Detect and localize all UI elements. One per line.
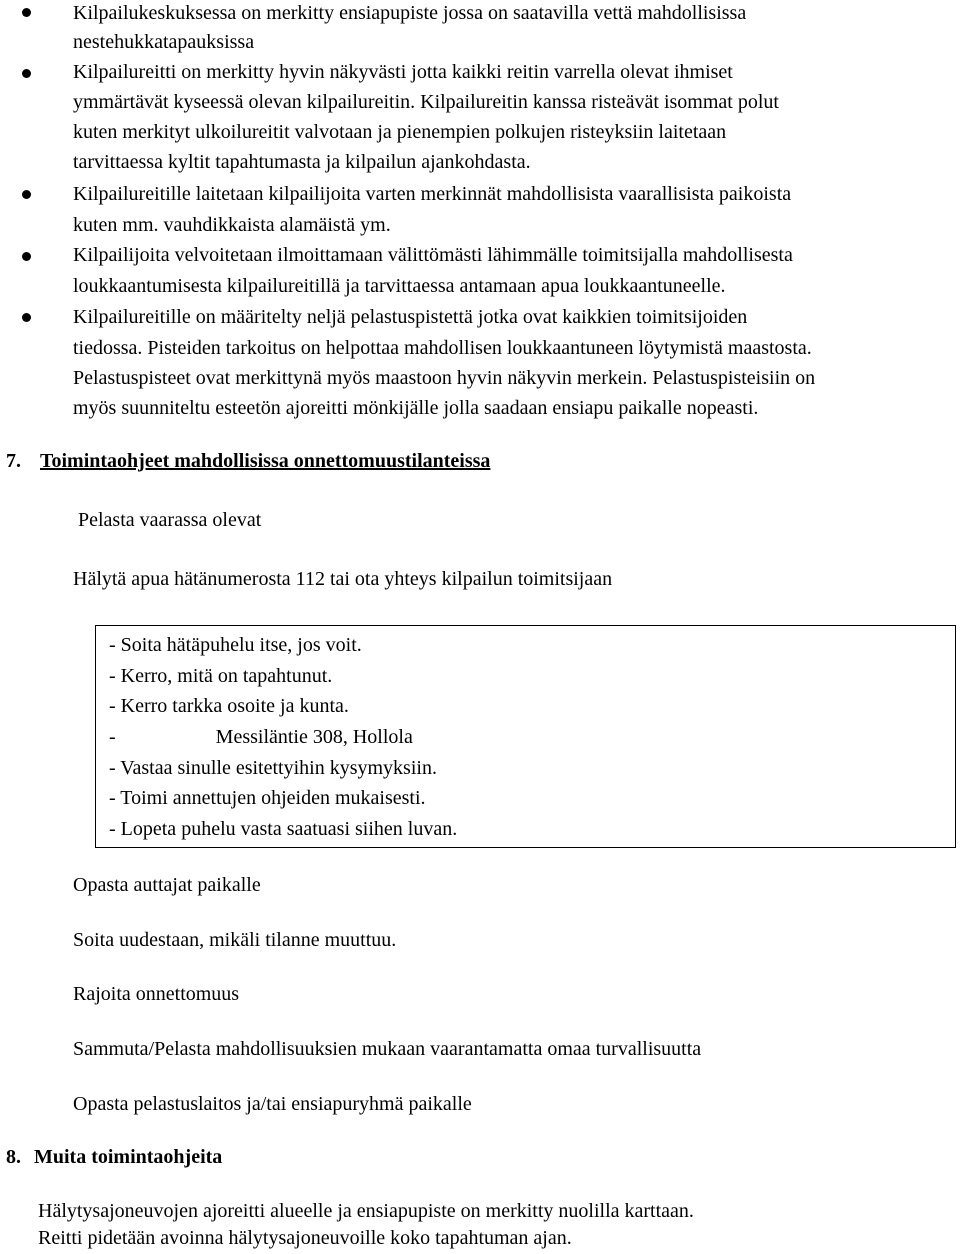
- bullet-text-line: loukkaantumisesta kilpailureitillä ja tarvittaessa antamaan apua loukkaantuneelle.: [73, 275, 726, 297]
- instruction-line: - Lopeta puhelu vasta saatuasi siihen luvan.: [109, 818, 458, 840]
- instruction-line: - Messiläntie 308, Hollola: [109, 726, 413, 748]
- instruction-line: - Kerro, mitä on tapahtunut.: [109, 665, 333, 687]
- instruction-line: - Kerro tarkka osoite ja kunta.: [109, 695, 349, 717]
- instruction-paragraph: Soita uudestaan, mikäli tilanne muuttuu.: [73, 929, 397, 951]
- bullet-text-line: kuten merkityt ulkoilureitit valvotaan ja pienempien polkujen risteyksiin laitetaan: [73, 121, 727, 143]
- instruction-paragraph: Opasta pelastuslaitos ja/tai ensiapuryhmä paikalle: [73, 1093, 472, 1115]
- bullet-text-line: Kilpailureitille on määritelty neljä pelastuspistettä jotka ovat kaikkien toimitsijoiden: [73, 306, 748, 328]
- bullet-text-line: Kilpailijoita velvoitetaan ilmoittamaan välittömästi lähimmälle toimitsijalla mahdollisesta: [73, 244, 793, 266]
- bullet-icon: [22, 252, 31, 261]
- bullet-text-line: nestehukkatapauksissa: [73, 31, 255, 53]
- instruction-line: - Vastaa sinulle esitettyihin kysymyksiin.: [109, 757, 437, 779]
- instruction-line: - Toimi annettujen ohjeiden mukaisesti.: [109, 787, 426, 809]
- bullet-text-line: tiedossa. Pisteiden tarkoitus on helpottaa mahdollisen loukkaantuneen löytymistä maastosta.: [73, 337, 812, 359]
- section-title: Toimintaohjeet mahdollisissa onnettomuustilanteissa: [40, 450, 491, 472]
- instruction-paragraph: Opasta auttajat paikalle: [73, 874, 261, 896]
- section-8-heading: [6, 1146, 222, 1169]
- section-number: 8.: [6, 1146, 21, 1168]
- bullet-icon: [22, 69, 31, 78]
- instruction-paragraph: Sammuta/Pelasta mahdollisuuksien mukaan vaarantamatta omaa turvallisuutta: [73, 1038, 702, 1060]
- section-title: Muita toimintaohjeita: [34, 1146, 223, 1168]
- instruction-box: [95, 625, 956, 848]
- section-8-text: Hälytysajoneuvojen ajoreitti alueelle ja ensiapupiste on merkitty nuolilla karttaan.: [38, 1200, 694, 1222]
- section-8-text: Reitti pidetään avoinna hälytysajoneuvoille koko tapahtuman ajan.: [38, 1227, 572, 1249]
- bullet-icon: [22, 8, 31, 17]
- bullet-text-line: tarvittaessa kyltit tapahtumasta ja kilpailun ajankohdasta.: [73, 151, 531, 173]
- bullet-text-line: Pelastuspisteet ovat merkittynä myös maastoon hyvin näkyvin merkein. Pelastuspisteisiin on: [73, 367, 816, 389]
- bullet-icon: [22, 190, 31, 199]
- bullet-text-line: kuten mm. vauhdikkaista alamäistä ym.: [73, 214, 391, 236]
- instruction-line: - Soita hätäpuhelu itse, jos voit.: [109, 634, 362, 656]
- section-7-heading: [6, 450, 490, 473]
- section-number: 7.: [6, 450, 21, 472]
- intro-text: Hälytä apua hätänumerosta 112 tai ota yhteys kilpailun toimitsijaan: [73, 568, 613, 590]
- bullet-text-line: Kilpailureitille laitetaan kilpailijoita varten merkinnät mahdollisista vaarallisista paikoista: [73, 183, 792, 205]
- bullet-text-line: myös suunniteltu esteetön ajoreitti mönkijälle jolla saadaan ensiapu paikalle nopeasti.: [73, 397, 759, 419]
- instruction-paragraph: Rajoita onnettomuus: [73, 983, 240, 1005]
- bullet-text-line: ymmärtävät kyseessä olevan kilpailureitin. Kilpailureitin kanssa risteävät isommat polut: [73, 91, 779, 113]
- bullet-text-line: Kilpailureitti on merkitty hyvin näkyvästi jotta kaikki reitin varrella olevat ihmiset: [73, 61, 733, 83]
- bullet-icon: [22, 313, 31, 322]
- bullet-text-line: Kilpailukeskuksessa on merkitty ensiapupiste jossa on saatavilla vettä mahdollisissa: [73, 2, 747, 24]
- subheading: Pelasta vaarassa olevat: [78, 509, 262, 531]
